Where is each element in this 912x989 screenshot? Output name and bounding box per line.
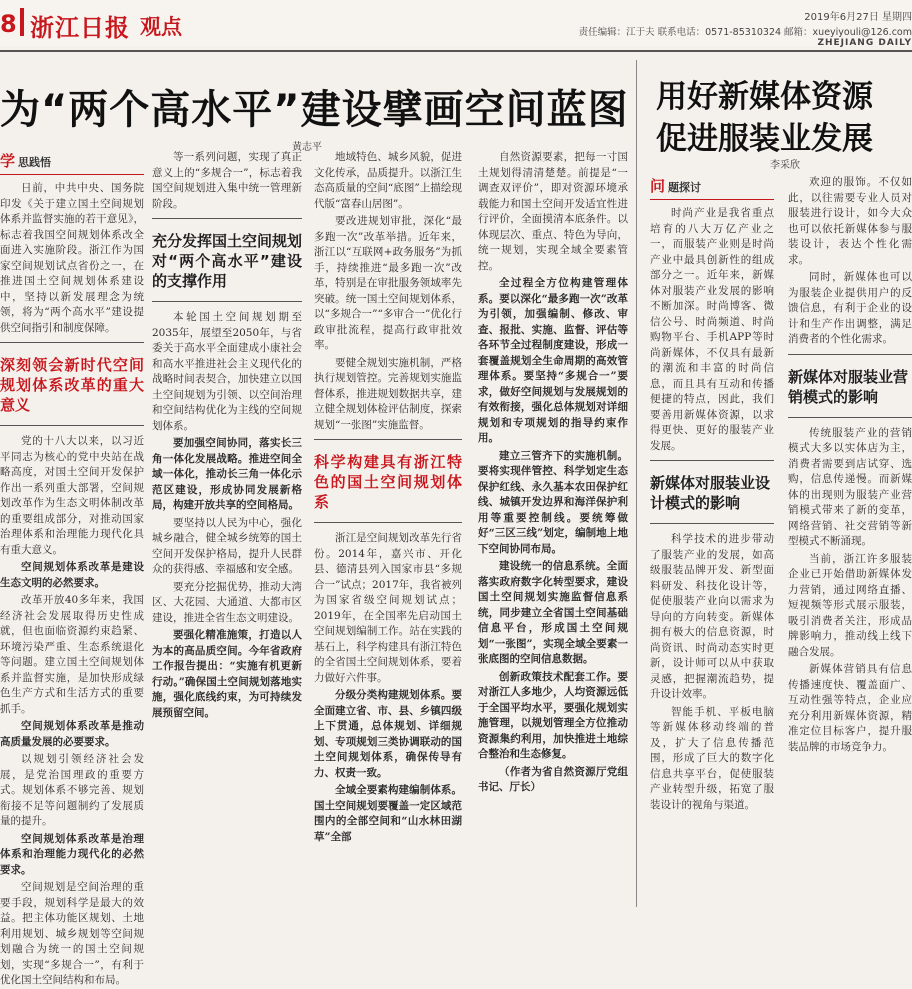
issue-date: 2019年6月27日 星期四: [804, 12, 912, 23]
bold-paragraph: 分级分类构建规划体系。要全面建立省、市、县、乡镇四级上下贯通，总体规划、详细规划、专项规划三类协调联动的国土空间规划体系，确保传导有力、权责一致。: [314, 689, 462, 779]
paragraph: 以规划引领经济社会发展，是党治国理政的重要方式。规划体系不够完善、规划衔接不足等问题制约了发展质量的提升。: [0, 753, 144, 827]
bold-paragraph: 创新政策技术配套工作。要对浙江人多地少，人均资源远低于全国平均水平，要强化规划实施管理，以规划管理全方位推动资源集约利用，加快推进土地综合整治和生态修复。: [478, 670, 628, 760]
author-note: （作者为省自然资源厅党组书记、厅长）: [478, 765, 628, 793]
bold-paragraph: 空间规划体系改革是推动高质量发展的必要要求。: [0, 720, 144, 748]
main-headline: 为“两个高水平”建设擘画空间蓝图: [0, 87, 629, 133]
main-column-1: [0, 150, 144, 986]
paragraph: 改革开放40多年来，我国经济社会发展取得历史性成就，但也面临资源约束趋紧、环境污染严重、生态系统退化等问题。建立国土空间规划体系并监督实施，是加快形成绿色生产方式和生活方式的重要抓手。: [0, 594, 144, 715]
right-column-2: [788, 175, 912, 932]
right-headline: 用好新媒体资源 促进服装业发展: [656, 79, 873, 157]
paragraph: 等一系列问题，实现了真正意义上的“多规合一”，标志着我国空间规划进入集中统一管理新阶段。: [152, 151, 302, 210]
subheading-box: [650, 460, 774, 524]
paragraph: 本轮国土空间规划期至2035年，展望至2050年，与省委关于高水平全面建成小康社会和高水平推进社会主义现代化的战略时间表契合，加快建立以国土空间规划为引领、以空间治理和空间结构优化为主线的空间规划体系。: [152, 311, 302, 432]
paragraph: 浙江是空间规划改革先行省份。2014年，嘉兴市、开化县、德清县列入国家市县“多规合一”试点；2017年，我省被列为国家省级空间规划试点；2019年，在全国率先启动国土空间规划编制工作。站在实践的基石上，科学构建具有浙江特色的全省国土空间规划体系，要着力做好六件事。: [314, 532, 462, 684]
paragraph: 要坚持以人民为中心，强化城乡融合，健全城乡统筹的国土空间开发保护格局，提升人民群众的获得感、幸福感和安全感。: [152, 516, 302, 575]
right-kicker: 问 题探讨: [650, 175, 774, 200]
paragraph: 智能手机、平板电脑等新媒体移动终端的普及，扩大了信息传播范围，形成了巨大的数字化信息共享平台，促使服装产业转型升级，拓宽了服装设计的视角与渠道。: [650, 705, 774, 811]
bold-paragraph: 空间规划体系改革是建设生态文明的必然要求。: [0, 561, 144, 589]
subheading-box: [152, 218, 302, 302]
subheading-box: [314, 439, 462, 523]
main-column-4: [478, 150, 628, 907]
main-intro: 日前，中共中央、国务院印发《关于建立国土空间规划体系并监督实施的若干意见》，标志着我国空间规划体系改全面进入实施阶段。浙江作为国家空间规划试点省份之一，在推进国土空间规划体系建设中，坚持以新发展理念为统领，将为“两个高水平”建设提供空间指引和制度保障。: [0, 182, 144, 334]
subheading-box: [788, 354, 912, 418]
column-divider: [636, 60, 637, 907]
paragraph: 自然资源要素，把每一寸国土规划得清清楚楚。前提是“一调查双评价”，即对资源环境承载能力和国土空间开发适宜性进行评价，全面摸清本底条件。以体现层次、重点、特色为导向，统一规划，实现全域全要素管控。: [478, 151, 628, 272]
bold-paragraph: 全过程全方位构建管理体系。要以深化“最多跑一次”改革为引领，加强编制、修改、审查、报批、实施、监督、评估等各环节全过程制度建设，形成一套覆盖规划全生命周期的高效管理体系。要坚持“多规合一”要求，做好空间规划与发展规划的有效衔接，强化总体规划对详细规划和专项规划的指导约束作用。: [478, 277, 628, 444]
bold-paragraph: 空间规划体系改革是治理体系和治理能力现代化的必然要求。: [0, 832, 144, 876]
bold-paragraph: 要强化精准施策，打造以人为本的高品质空间。今年省政府工作报告提出：“实施有机更新行动。”确保国土空间规划落地实施，强化底线约束，为可持续发展预留空间。: [152, 629, 302, 719]
bold-paragraph: 要加强空间协同，落实长三角一体化发展战略。推进空间全域一体化，推动长三角一体化示范区建设，形成协同发展新格局，构建开放共享的空间格局。: [152, 437, 302, 511]
paragraph: 要健全规划实施机制，严格执行规划管控。完善规划实施监督体系，推进规划数据共享，建立健全规划体检评估制度，探索规划“一张图”实施监督。: [314, 356, 462, 431]
newspaper-english-name: ZHEJIANG DAILY: [817, 38, 912, 48]
main-column-2: [152, 150, 302, 907]
bold-paragraph: 全域全要素构建编制体系。国土空间规划要覆盖一定区域范围内的全部空间和“山水林田湖草”全部: [314, 784, 462, 843]
paragraph: 要充分挖掘优势，推动大湾区、大花园、大通道、大都市区建设，推进全省生态文明建设。: [152, 580, 302, 624]
main-subheading-3: 科学构建具有浙江特色的国土空间规划体系: [314, 453, 462, 511]
paragraph: 新媒体营销具有信息传播速度快、覆盖面广、互动性强等特点，企业应充分利用新媒体资源，精准定位目标客户，提升服装品牌的市场竞争力。: [788, 663, 912, 753]
paragraph: 当前，浙江许多服装企业已开始借助新媒体发力营销，通过网络直播、短视频等形式展示服装，吸引消费者关注，形成品牌影响力，推动线上线下融合发展。: [788, 552, 912, 658]
masthead-rule: [0, 50, 912, 52]
masthead-bar: [20, 8, 24, 36]
main-subheading-2: 充分发挥国土空间规划对“两个高水平”建设的支撑作用: [152, 232, 303, 290]
editor-contact: 责任编辑：江于夫 联系电话：0571-85310324 邮箱：xueyiyouli@126.com: [578, 27, 912, 38]
subheading-box: [0, 342, 144, 426]
paragraph: 科学技术的进步带动了服装产业的发展，如高级服装品牌开发、新型面料研发、科技化设计等，促使服装产业向以需求为导向的方向转变。新媒体拥有极大的信息资源，时尚资讯、时尚动态实时更新，设计师可以从中获取灵感，把握潮流趋势，提升设计效率。: [650, 533, 774, 700]
right-byline: 李采欣: [770, 160, 800, 171]
right-subheading-1: 新媒体对服装业设计模式的影响: [650, 474, 771, 512]
paragraph: 欢迎的服饰。不仅如此，以往需要专业人员对服装进行设计，如今大众也可以依托新媒体参与服装设计，表达个性化需求。: [788, 176, 912, 266]
bold-paragraph: 建立三管齐下的实施机制。要将实现伴管控、科学划定生态保护红线、永久基本农田保护红线、城镇开发边界和海洋保护利用等重要控制线。要统筹做好“三区三线”划定，编制地上地下空间协同布局。: [478, 449, 628, 555]
main-byline: 黄志平: [292, 142, 322, 153]
paragraph: 时尚产业是我省重点培育的八大万亿产业之一，而服装产业则是时尚产业中最具创新性的组成部分之一。近年来，新媒体对服装产业发展的影响不断加深。时尚博客、微信公号、时尚频道、时尚购物平台、手机APP等时尚新媒体，不仅具有最新的潮流和丰富的时尚信息，而且具有互动和传播便捷的特点，因此，我们要善用新媒体资源，以求得更快、更好的服装产业发展。: [650, 207, 774, 452]
paragraph: 空间规划是空间治理的重要手段，规划科学是最大的效益。把主体功能区规划、土地利用规划、城乡规划等空间规划融合为统一的国土空间规划，实现“多规合一”，有利于优化国土空间结构和布局。: [0, 881, 144, 986]
section-name: 观点: [140, 15, 182, 39]
right-column-1: [650, 175, 774, 932]
main-column-3: [314, 150, 462, 907]
bold-paragraph: 建设统一的信息系统。全面落实政府数字化转型要求，建设国土空间规划实施监督信息系统，同步建立全省国土空间基础信息平台，形成国土空间规划“一张图”，实现全域全要素一张底图的空间信息数据。: [478, 560, 628, 665]
paragraph: 传统服装产业的营销模式大多以实体店为主，消费者需要到店试穿、选购，信息传递慢。而新媒体的出现则为服装产业营销模式带来了新的变革，网络营销、社交营销等新型模式不断涌现。: [788, 426, 912, 547]
masthead: [0, 0, 912, 46]
paragraph: 要改进规划审批，深化“最多跑一次”改革举措。近年来，浙江以“互联网+政务服务”为抓手，持续推进“最多跑一次”改革，特别是在审批服务领域率先突破。统一国土空间规划体系，以“多规合一”“多审合一”优化行政审批流程，提高行政审批效率。: [314, 215, 462, 351]
paragraph: 党的十八大以来，以习近平同志为核心的党中央站在战略高度，对国土空间开发保护作出一系列重大部署，空间规划改革作为生态文明体制改革的重要组成部分，对推动国家治理体系和治理能力现代化具有重大意义。: [0, 435, 144, 556]
right-subheading-2: 新媒体对服装业营销模式的影响: [788, 367, 909, 406]
newspaper-name: 浙江日报: [30, 13, 130, 42]
page-number: 8: [0, 10, 17, 38]
main-kicker: 学 思践悟: [0, 150, 144, 175]
main-subheading-1: 深刻领会新时代空间规划体系改革的重大意义: [0, 356, 144, 414]
paragraph: 同时，新媒体也可以为服装企业提供用户的反馈信息，有利于企业的设计和生产作出调整，满足消费者的个性化需求。: [788, 271, 912, 345]
paragraph: 地域特色、城乡风貌，促进文化传承，品质提升。以浙江生态高质量的空间“底图”上描绘现代版“富春山居图”。: [314, 151, 462, 210]
